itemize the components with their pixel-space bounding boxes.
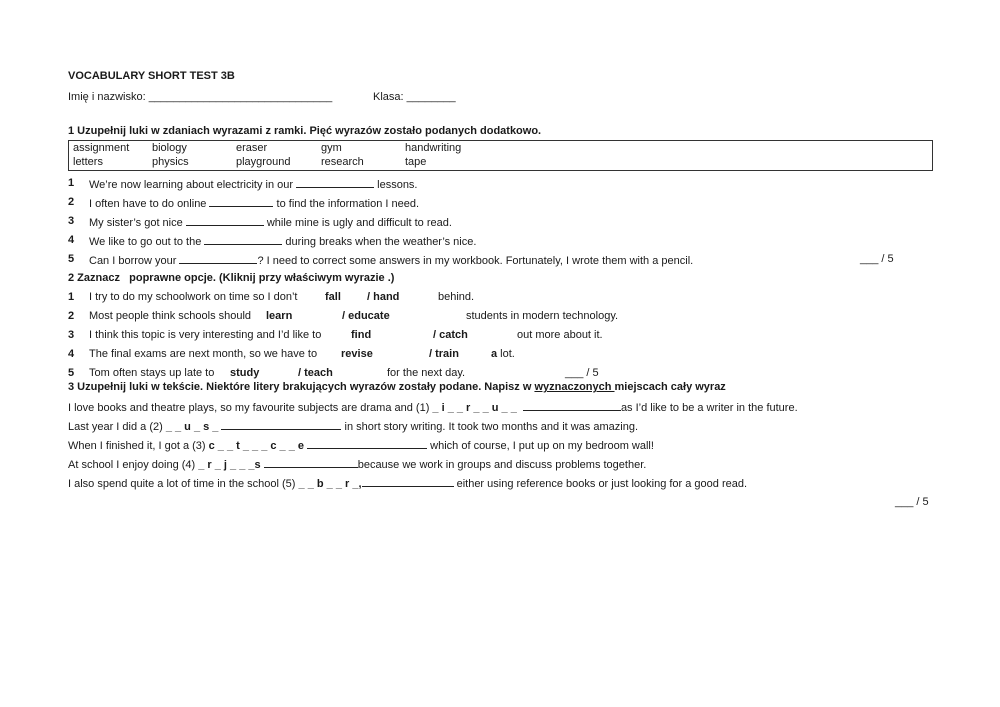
letter-pattern: _ i _ _ r _ _ u _ _ xyxy=(432,402,517,414)
sentence-part: as I’d like to be a writer in the future. xyxy=(620,402,798,414)
page-title: VOCABULARY SHORT TEST 3B xyxy=(68,70,235,82)
heading-underlined: wyznaczonych xyxy=(534,381,615,393)
sentence-part: either using reference books or just looking for a good read. xyxy=(456,478,748,490)
s1-item-3 xyxy=(89,215,452,229)
sentence-part: Can I borrow your xyxy=(89,255,180,267)
s1-item-2 xyxy=(89,196,419,210)
answer-blank[interactable] xyxy=(186,215,264,226)
option-learn[interactable]: learn xyxy=(266,310,293,322)
sentence-part: I often have to do online xyxy=(89,198,210,210)
word-box-item: research xyxy=(321,156,364,168)
answer-blank[interactable] xyxy=(179,253,257,264)
option-educate[interactable]: / educate xyxy=(342,310,390,322)
option-find[interactable]: find xyxy=(351,329,372,341)
sentence-part: while mine is ugly and difficult to read. xyxy=(263,217,452,229)
sentence-end: out more about it. xyxy=(517,329,603,341)
answer-blank[interactable] xyxy=(307,438,427,449)
sentence-part: We’re now learning about electricity in our xyxy=(89,179,297,191)
item-number: 3 xyxy=(68,329,75,341)
word-box xyxy=(68,140,933,171)
answer-blank[interactable] xyxy=(296,177,374,188)
letter-pattern: _ _ b _ _ r _, xyxy=(298,478,362,490)
sentence-part: in short story writing. It took two months and it was amazing. xyxy=(344,421,639,433)
option-fall[interactable]: fall xyxy=(325,291,341,303)
option-train[interactable]: / train xyxy=(429,348,459,360)
s3-item-3 xyxy=(68,438,654,452)
answer-blank[interactable] xyxy=(209,196,273,207)
section-1-score: ___ / 5 xyxy=(860,253,894,265)
item-number: 3 xyxy=(68,215,75,227)
sentence-end-bold: a xyxy=(491,348,498,360)
item-number: 1 xyxy=(68,291,75,303)
s1-item-1 xyxy=(89,177,418,191)
sentence-part: We like to go out to the xyxy=(89,236,205,248)
sentence-part: to find the information I need. xyxy=(273,198,420,210)
letter-pattern: c _ _ t _ _ _ c _ _ e xyxy=(208,440,305,452)
s2-item-5-text: Tom often stays up late to xyxy=(89,367,215,379)
s1-item-4 xyxy=(89,234,476,248)
sentence-part: ? I need to correct some answers in my workbook. Fortunately, I wrote them with a pencil. xyxy=(257,255,694,267)
option-revise[interactable]: revise xyxy=(341,348,373,360)
s2-item-3-text: I think this topic is very interesting and I’d like to xyxy=(89,329,322,341)
item-number: 4 xyxy=(68,348,75,360)
answer-blank[interactable] xyxy=(264,457,358,468)
class-line: Klasa: ________ xyxy=(373,91,456,103)
item-number: 1 xyxy=(68,177,75,189)
section-2-score: ___ / 5 xyxy=(565,367,599,379)
sentence-part: I also spend quite a lot of time in the school (5) xyxy=(68,478,299,490)
sentence-part: because we work in groups and discuss problems together. xyxy=(357,459,647,471)
sentence-part: When I finished it, I got a (3) xyxy=(68,440,209,452)
word-box-item: gym xyxy=(321,142,342,154)
s1-item-5 xyxy=(89,253,693,267)
option-teach[interactable]: / teach xyxy=(298,367,333,379)
sentence-part: Last year I did a (2) xyxy=(68,421,166,433)
section-3-score: ___ / 5 xyxy=(895,496,929,508)
s3-item-1 xyxy=(68,400,798,414)
sentence-end xyxy=(491,348,515,360)
section-1-heading: 1 Uzupełnij luki w zdaniach wyrazami z ramki. Pięć wyrazów zostało podanych dodatkowo. xyxy=(68,125,542,137)
word-box-item: assignment xyxy=(73,142,130,154)
word-box-item: eraser xyxy=(236,142,268,154)
item-number: 5 xyxy=(68,253,75,265)
option-study[interactable]: study xyxy=(230,367,260,379)
sentence-part: lessons. xyxy=(374,179,418,191)
s3-item-4 xyxy=(68,457,646,471)
s3-item-2 xyxy=(68,419,638,433)
sentence-part: My sister’s got nice xyxy=(89,217,186,229)
letter-pattern: _ _ u _ s _ xyxy=(165,421,219,433)
answer-blank[interactable] xyxy=(204,234,282,245)
answer-blank[interactable] xyxy=(362,476,454,487)
s2-item-1-text: I try to do my schoolwork on time so I don’t xyxy=(89,291,298,303)
word-box-item: physics xyxy=(152,156,189,168)
option-hand[interactable]: / hand xyxy=(367,291,400,303)
answer-blank[interactable] xyxy=(221,419,341,430)
sentence-end: behind. xyxy=(438,291,475,303)
word-box-item: letters xyxy=(73,156,103,168)
sentence-part: which of course, I put up on my bedroom wall! xyxy=(430,440,654,452)
s3-item-5 xyxy=(68,476,747,490)
heading-part: miejscach cały wyraz xyxy=(614,381,726,393)
name-line: Imię i nazwisko: ______________________________ xyxy=(68,91,333,103)
option-catch[interactable]: / catch xyxy=(433,329,468,341)
heading-part: 3 Uzupełnij luki w tekście. Niektóre litery brakujących wyrazów zostały podane. Napisz w xyxy=(68,381,535,393)
sentence-part: At school I enjoy doing (4) xyxy=(68,459,199,471)
sentence-part: during breaks when the weather’s nice. xyxy=(282,236,477,248)
sentence-end: for the next day. xyxy=(387,367,466,379)
word-box-item: biology xyxy=(152,142,187,154)
sentence-part: I love books and theatre plays, so my favourite subjects are drama and (1) xyxy=(68,402,433,414)
s2-item-4-text: The final exams are next month, so we have to xyxy=(89,348,318,360)
item-number: 2 xyxy=(68,310,75,322)
word-box-item: tape xyxy=(405,156,427,168)
word-box-item: playground xyxy=(236,156,291,168)
word-box-item: handwriting xyxy=(405,142,462,154)
item-number: 5 xyxy=(68,367,75,379)
letter-pattern: _ r _ j _ _ _s xyxy=(198,459,261,471)
sentence-end: students in modern technology. xyxy=(466,310,619,322)
item-number: 2 xyxy=(68,196,75,208)
s2-item-2-text: Most people think schools should xyxy=(89,310,252,322)
item-number: 4 xyxy=(68,234,75,246)
section-2-heading: 2 Zaznacz poprawne opcje. (Kliknij przy właściwym wyrazie .) xyxy=(68,272,395,284)
section-3-heading xyxy=(68,381,726,393)
sentence-end-rest: lot. xyxy=(497,348,515,360)
answer-blank[interactable] xyxy=(523,400,621,411)
